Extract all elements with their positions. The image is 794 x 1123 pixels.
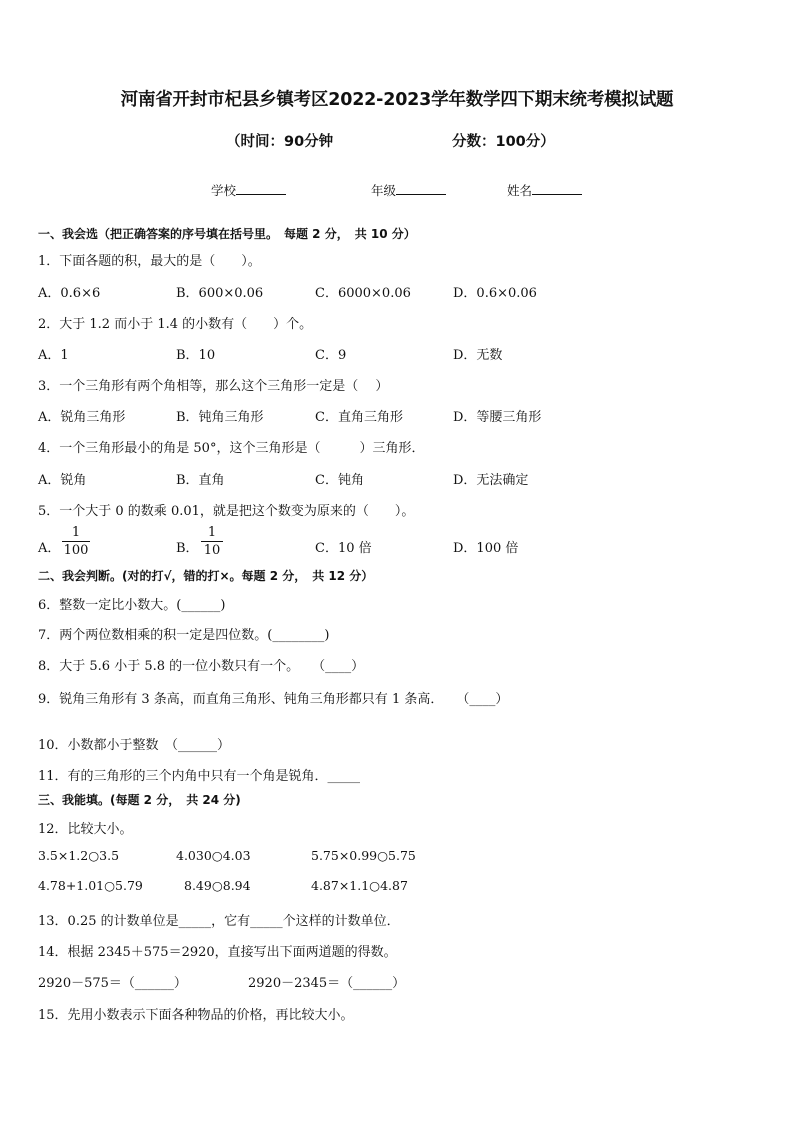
question-11: 11．有的三角形的三个内角中只有一个角是锐角．_____: [38, 769, 361, 784]
q12-compare-6: 4.87×1.1○4.87: [311, 878, 408, 893]
grade-field: [371, 181, 446, 199]
q14-part-a: 2920－575＝（______）: [38, 976, 187, 991]
question-1: 1．下面各题的积，最大的是（ ）。: [38, 254, 261, 269]
school-label: 学校: [211, 183, 237, 198]
q2-option-c: C．9: [315, 348, 347, 363]
q5-option-b-fraction: [201, 524, 223, 559]
name-blank[interactable]: [532, 181, 582, 195]
section-3-heading: 三、我能填。(每题 2 分， 共 24 分): [38, 793, 241, 807]
section-2-heading: 二、我会判断。(对的打√，错的打×。每题 2 分， 共 12 分）: [38, 569, 374, 583]
exam-score: 分数：100分）: [452, 134, 555, 150]
q5-option-d: D．100 倍: [453, 541, 519, 556]
q3-option-c: C．直角三角形: [315, 410, 403, 425]
question-4: 4．一个三角形最小的角是 50°，这个三角形是（ ）三角形．: [38, 441, 425, 456]
q5-option-a-label: A．: [38, 541, 61, 556]
q3-option-b: B．钝角三角形: [176, 410, 264, 425]
q3-option-a: A．锐角三角形: [38, 410, 126, 425]
question-3: 3．一个三角形有两个角相等，那么这个三角形一定是（ ）: [38, 379, 389, 394]
question-15: 15．先用小数表示下面各种物品的价格，再比较大小。: [38, 1008, 354, 1023]
fraction-denominator: 10: [203, 543, 221, 558]
name-field: [507, 181, 582, 199]
q12-compare-4: 4.78+1.01○5.79: [38, 878, 143, 893]
question-2: 2．大于 1.2 而小于 1.4 的小数有（ ）个。: [38, 317, 313, 332]
exam-time: （时间：90分钟: [226, 134, 334, 150]
q1-option-a: A．0.6×6: [38, 286, 101, 301]
school-blank[interactable]: [236, 181, 286, 195]
q12-compare-3: 5.75×0.99○5.75: [311, 848, 416, 863]
section-1-heading: 一、我会选（把正确答案的序号填在括号里。 每题 2 分， 共 10 分）: [38, 227, 416, 241]
question-13: 13．0.25 的计数单位是_____，它有_____个这样的计数单位．: [38, 914, 400, 929]
question-12: 12．比较大小。: [38, 822, 133, 837]
q14-part-b: 2920－2345＝（______）: [248, 976, 406, 991]
fraction-denominator: 100: [63, 543, 89, 558]
question-5: 5．一个大于 0 的数乘 0.01，就是把这个数变为原来的（ ）。: [38, 504, 415, 519]
q5-option-c: C．10 倍: [315, 541, 372, 556]
question-9: 9．锐角三角形有 3 条高，而直角三角形、钝角三角形都只有 1 条高． （____）: [38, 692, 509, 707]
question-14: 14．根据 2345＋575＝2920，直接写出下面两道题的得数。: [38, 945, 397, 960]
name-label: 姓名: [507, 183, 533, 198]
page-title: 河南省开封市杞县乡镇考区2022-2023学年数学四下期末统考模拟试题: [120, 90, 674, 110]
q2-option-b: B．10: [176, 348, 216, 363]
grade-label: 年级: [371, 183, 397, 198]
question-10: 10．小数都小于整数 （______）: [38, 738, 231, 753]
q5-option-b-label: B．: [176, 541, 199, 556]
q3-option-d: D．等腰三角形: [453, 410, 542, 425]
question-7: 7．两个两位数相乘的积一定是四位数。(________): [38, 628, 330, 643]
q5-option-a-fraction: [62, 524, 90, 559]
question-6: 6．整数一定比小数大。(______): [38, 598, 226, 613]
q2-option-d: D．无数: [453, 348, 503, 363]
q12-compare-1: 3.5×1.2○3.5: [38, 848, 120, 863]
fraction-numerator: 1: [207, 525, 217, 540]
q12-compare-2: 4.030○4.03: [176, 848, 251, 863]
q4-option-c: C．钝角: [315, 473, 364, 488]
q4-option-d: D．无法确定: [453, 473, 529, 488]
q4-option-a: A．锐角: [38, 473, 87, 488]
school-field: [211, 181, 286, 199]
q1-option-b: B．600×0.06: [176, 286, 264, 301]
question-8: 8．大于 5.6 小于 5.8 的一位小数只有一个。 （____）: [38, 659, 365, 674]
q12-compare-5: 8.49○8.94: [184, 878, 251, 893]
q1-option-d: D．0.6×0.06: [453, 286, 537, 301]
fraction-numerator: 1: [71, 525, 81, 540]
grade-blank[interactable]: [396, 181, 446, 195]
q4-option-b: B．直角: [176, 473, 225, 488]
q2-option-a: A．1: [38, 348, 69, 363]
q1-option-c: C．6000×0.06: [315, 286, 411, 301]
